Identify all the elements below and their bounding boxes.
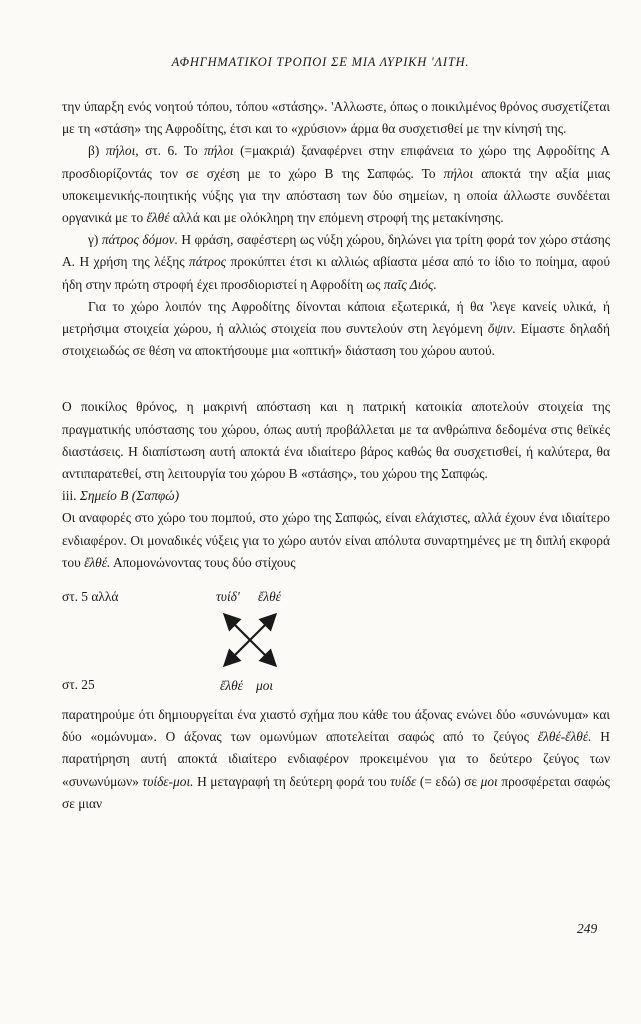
text-span: παρατηρούμε ότι δημιουργείται ένα χιαστό σχήμα που κάθε του άξονας ενώνει δύο «συνώνυμα» και δύο «ομώνυμα». Ο άξονας των ομωνύμων αποτελείται σαφώς από το ζεύγος [62,707,610,745]
text-span: (= εδώ) σε [416,773,481,789]
text-span: Απομονώνοντας τους δύο στίχους [110,554,296,570]
paragraph [62,507,610,574]
running-header: ΑΦΗΓΗΜΑΤΙΚΟΙ ΤΡΟΠΟΙ ΣΕ ΜΙΑ ΛΥΡΙΚΗ 'ΛΙΤΗ. [171,55,470,69]
word-bottom-right: μοι [256,678,274,694]
text-span: προσφέρεται σαφώς σε μιαν [62,773,610,811]
text-span: Η φράση, σαφέστερη ως νύξη χώρου, δηλώνει για τρίτη φορά τον χώρο στάσης Α. Η χρήση της λέξης [62,232,611,270]
text-span: γ) [88,232,102,248]
greek-term: πήλοι [443,165,474,181]
greek-term: τυίδε [390,773,417,789]
section-title: Σημείο Β (Σαπφώ) [79,488,180,504]
text-span: (=μακριά) ξαναφέρνει στην επιφάνεια το χώρο της Αφροδίτης Α προσδιορίζοντάς τον σε σχέση με το χώρο Β της Σαπφώς. Το [62,143,610,181]
text-span: προκύπτει έτσι κι αλλιώς αβίαστα μέσα από το ίδιο το ποίημα, αφού ήδη στην πρώτη στροφή έχει προσδιοριστεί η Αφροδίτη ως [62,254,610,292]
section-heading [62,485,610,507]
paragraph [62,140,610,229]
paragraph [62,296,610,363]
greek-term: τυίδε-μοι. [142,773,194,789]
greek-term: ἔλθέ. [84,554,111,570]
text-span: Η παρατήρηση αυτή αποκτά ιδιαίτερο ενδιαφέρον προκειμένου για το δεύτερο ζεύγος των «συνωνύμων» [62,729,610,789]
greek-term: πάτρος [188,254,227,270]
text-span: Οι αναφορές στο χώρο του πομπού, στο χώρο της Σαπφώς, είναι ελάχιστες, αλλά έχουν ένα ιδιαίτερο ενδιαφέρον. Οι μοναδικές νύξεις για το χώρο αυτόν είναι απόλυτα συναρτημένες με τη διπλή εκφορά του [62,510,610,570]
text-span: β) [88,143,106,159]
paragraph [62,704,610,815]
text-span: αλλά και με ολόκληρη την επόμενη στροφή της μετακίνησης. [169,210,504,226]
verse-label-5: στ. 5 αλλά [62,589,119,605]
greek-term: πήλοι, [105,143,139,159]
cross-arrows-icon [220,612,280,668]
section-gap [62,362,610,396]
word-top-right: ἔλθέ [258,589,281,605]
section-number: iii. [62,488,80,504]
text-span: στ. 6. Το [138,143,205,159]
greek-term: πήλοι [204,143,234,159]
greek-term: ἔλθέ [146,210,170,226]
word-bottom-left: ἔλθέ [220,678,243,694]
greek-term: μοι [480,773,498,789]
chiasmus-diagram [62,574,610,694]
greek-term: ἔλθέ-ἔλθέ. [537,729,592,745]
greek-term: παῖς Διός. [383,276,437,292]
paragraph [62,229,610,296]
greek-term: πάτρος δόμον. [101,232,178,248]
greek-term: ὄψιν. [487,321,516,337]
text-span: Είμαστε δηλαδή στοιχειωδώς σε θέση να αποκτήσουμε μια «οπτική» διάσταση του χώρου αυτού. [62,321,610,359]
text-span: την ύπαρξη ενός νοητού τόπου, τόπου «στάσης». 'Αλλωστε, όπως ο ποικιλμένος θρόνος συσχετίζεται με τη «στάση» της Αφροδίτης, έτσι και το «χρύσιον» άρμα θα συσχετισθεί με την κίνησή της. [62,99,610,137]
page-number: 249 [577,921,598,936]
word-top-left: τυίδ' [216,589,240,605]
text-span: αποκτά την αξία μιας υποκειμενικής-ποιητικής νύξης για την απόσταση των δύο σημείων, η οποία άλλωστε συνδέεται οργανικά με το [62,165,610,226]
text-span: Για το χώρο λοιπόν της Αφροδίτης δίνονται κάποια εξωτερικά, ή θα 'λεγε κανείς υλικά, ή μετρήσιμα στοιχεία χώρου, ή αλλιώς στοιχεία που συντελούν στη λεγόμενη [62,298,610,337]
verse-label-25: στ. 25 [62,677,95,693]
paragraph [62,96,610,140]
page-body [62,96,610,815]
paragraph [62,396,610,485]
text-span: Η μεταγραφή τη δεύτερη φορά του [193,773,391,789]
text-span: Ο ποικίλος θρόνος, η μακρινή απόσταση και η πατρική κατοικία αποτελούν στοιχεία της πραγματικής υπόστασης του χώρου, όπως αυτή προβάλλεται με τα ανθρώπινα δεδομένα στις θεϊκές διαστάσεις. Η διαπίστωση αυτή αποκτά ένα ιδιαίτερο βάρος καθώς θα συσχετισθεί, ή καλύτερα, θα αντιπαρατεθεί, στη λειτουργία του χώρου Β «στάσης», του χώρου της Σαπφώς. [62,399,610,482]
